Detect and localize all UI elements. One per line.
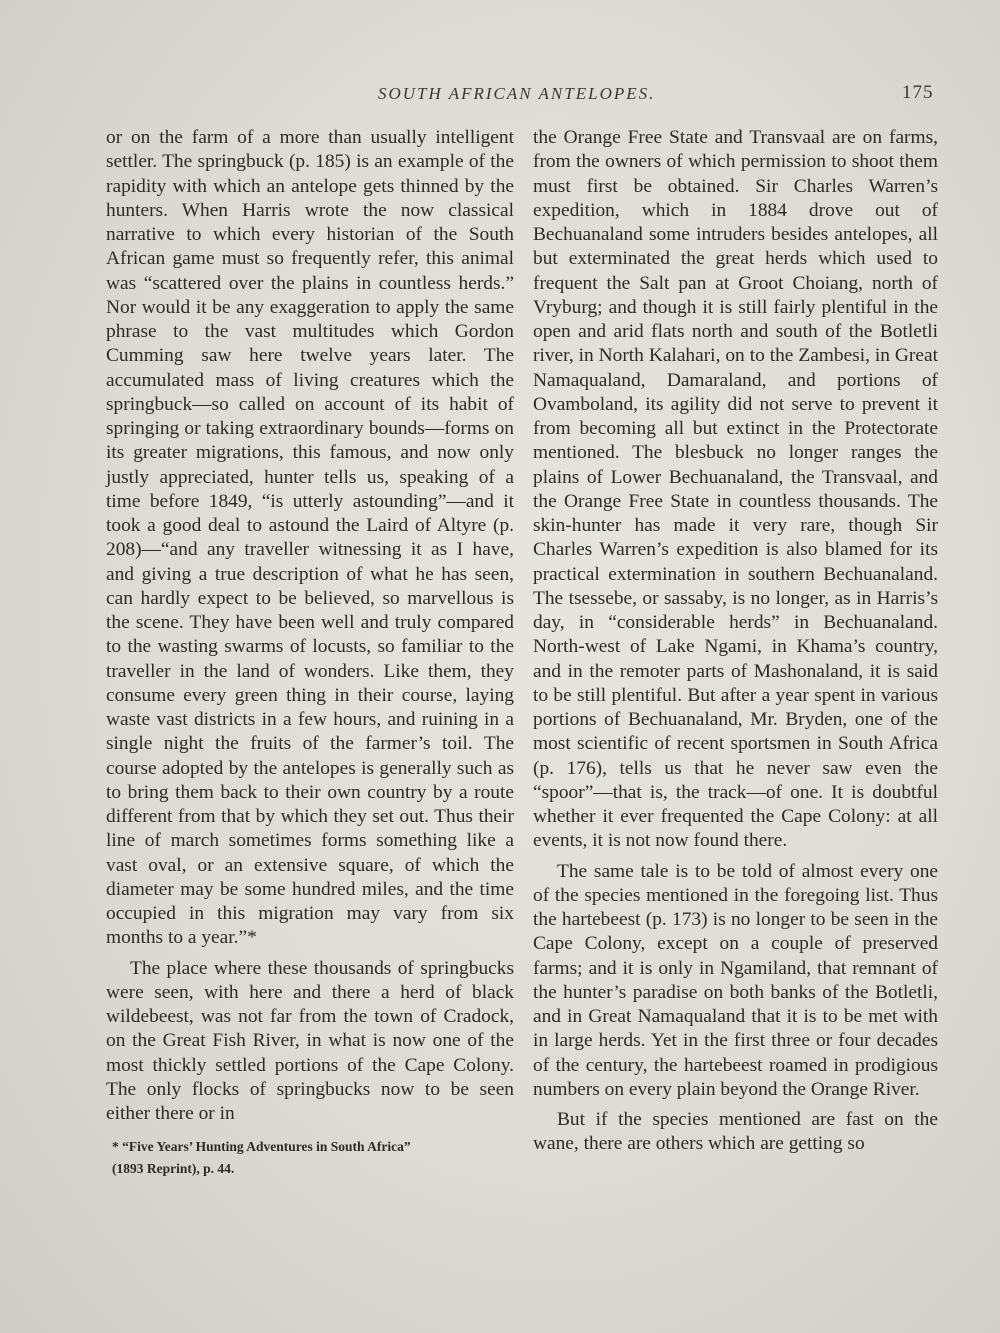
footnote: [106, 1136, 514, 1180]
right-paragraph-1: the Orange Free State and Transvaal are on farms, from the owners of which permission to shoot them must first be obtained. Sir Charles Warren’s expedition, which in 1884 drove out of Bechuanaland some intruders besides antelopes, all but exterminated the great herds which used to frequent the Salt pan at Groot Choiang, north of Vryburg; and though it is still fairly plentiful in the open and arid flats north and south of the Botletli river, in North Kalahari, on to the Zambesi, in Great Namaqualand, Damaraland, and portions of Ovamboland, its agility did not serve to prevent it from becoming all but extinct in the Protectorate mentioned. The blesbuck no longer ranges the plains of Lower Bechuanaland, the Transvaal, and the Orange Free State in countless thousands. The skin-hunter has made it very rare, though Sir Charles Warren’s expedition is also blamed for its practical extermination in southern Bechuanaland. The tsessebe, or sassaby, is no longer, as in Harris’s day, in “considerable herds” in Bechuanaland. North-west of Lake Ngami, in Khama’s country, and in the remoter parts of Mashonaland, it is said to be still plentiful. But after a year spent in various portions of Bechuanaland, Mr. Bryden, one of the most scientific of recent sportsmen in South Africa (p. 176), tells us that he never saw even the “spoor”—that is, the track—of one. It is doubtful whether it ever frequented the Cape Colony: at all events, it is not now found there.: [533, 127, 938, 852]
right-column: [533, 126, 938, 1157]
right-paragraph-3: But if the species mentioned are fast on the wane, there are others which are getting so: [533, 1109, 938, 1155]
page-number: 175: [902, 82, 934, 103]
running-title: SOUTH AFRICAN ANTELOPES.: [378, 84, 656, 103]
running-head: [0, 84, 1000, 108]
footnote-line-1: * “Five Years’ Hunting Adventures in South Africa”: [112, 1139, 411, 1155]
right-paragraph-2: The same tale is to be told of almost every one of the species mentioned in the foregoing list. Thus the hartebeest (p. 173) is no longer to be seen in the Cape Colony, except on a couple of preserved farms; and it is only in Ngamiland, that remnant of the hunter’s paradise on both banks of the Botletli, and in Great Namaqualand that it is to be met with in large herds. Yet in the first three or four decades of the century, the hartebeest roamed in prodigious numbers on every plain beyond the Orange River.: [533, 860, 938, 1100]
left-column: [106, 126, 514, 1180]
left-paragraph-1: or on the farm of a more than usually intelligent settler. The springbuck (p. 185) is an example of the rapidity with which an antelope gets thinned by the hunters. When Harris wrote the now classical narrative to which every historian of the South African game must so frequently refer, this animal was “scattered over the plains in countless herds.” Nor would it be any exaggeration to apply the same phrase to the vast multitudes which Gordon Cumming saw here twelve years later. The accumulated mass of living creatures which the springbuck—so called on account of its habit of springing or taking extraordinary bounds—forms on its greater migrations, this famous, and now only justly appreciated, hunter tells us, speaking of a time before 1849, “is utterly astounding”—and it took a good deal to astound the Laird of Altyre (p. 208)—“and any traveller witnessing it as I have, and giving a true description of what he has seen, can hardly expect to be believed, so marvellous is the scene. They have been well and truly compared to the wasting swarms of locusts, so familiar to the traveller in the land of wonders. Like them, they consume every green thing in their course, laying waste vast districts in a few hours, and ruining in a single night the fruits of the farmer’s toil. The course adopted by the antelopes is generally such as to bring them back to their own country by a route different from that by which they set out. Thus their line of march sometimes forms something like a vast oval, or an extensive square, of which the diameter may be some hundred miles, and the time occupied in this migration may vary from six months to a year.”*: [106, 127, 514, 949]
footnote-line-2: (1893 Reprint), p. 44.: [112, 1161, 235, 1177]
left-paragraph-2: The place where these thousands of springbucks were seen, with here and there a herd of black wildebeest, was not far from the town of Cradock, on the Great Fish River, in what is now one of the most thickly settled portions of the Cape Colony. The only flocks of springbucks now to be seen either there or in: [106, 957, 514, 1124]
